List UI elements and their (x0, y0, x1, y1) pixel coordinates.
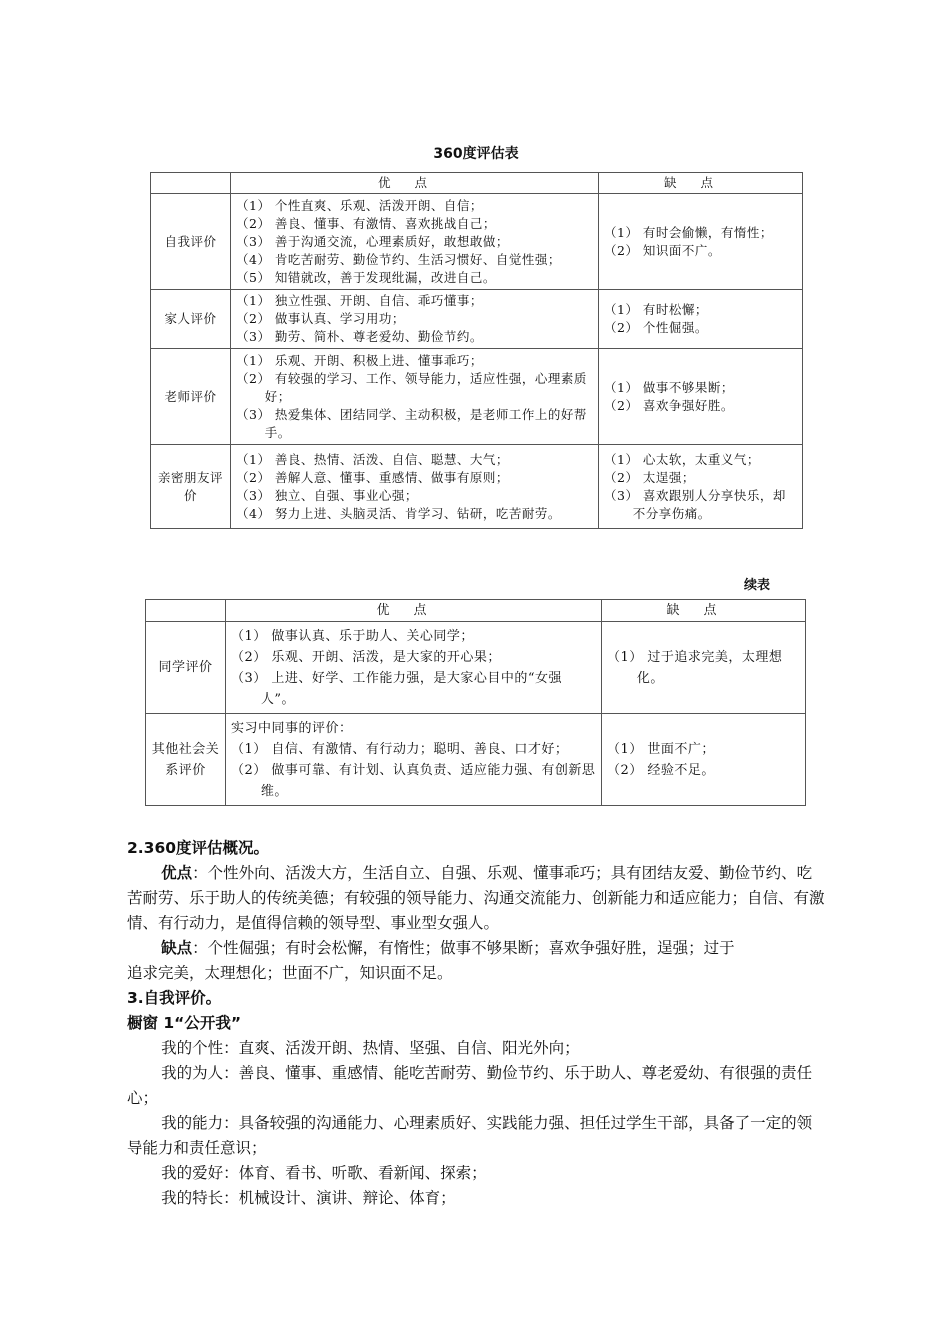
column-header-cons: 缺点 (599, 173, 803, 194)
list-item: （3） 勤劳、简朴、尊老爱幼、勤俭节约。 (236, 329, 483, 344)
list-item: （5） 知错就改，善于发现纰漏，改进自己。 (236, 269, 496, 285)
table1-caption: 360度评估表 (433, 146, 519, 162)
cons-label: 缺点 (161, 939, 193, 957)
row-label: 家人评价 (151, 290, 231, 349)
cons-cell (599, 194, 803, 290)
row-label: 老师评价 (151, 349, 231, 445)
table-row (146, 714, 806, 806)
pros-label: 优点 (161, 864, 193, 882)
list-item: （1） 乐观、开朗、积极上进、懂事乖巧； (236, 352, 483, 368)
list-item: 实习中同事的评价： (231, 720, 353, 736)
row-label: 同学评价 (146, 622, 226, 714)
list-item: （4） 肯吃苦耐劳、勤俭节约、生活习惯好、自觉性强； (236, 251, 561, 267)
column-header-cons: 缺点 (602, 600, 806, 622)
list-item: （1） 个性直爽、乐观、活泼开朗、自信； (236, 197, 483, 213)
section-2-title: 2.360度评估概况。 (127, 839, 270, 857)
window-title: 橱窗 1“公开我” (127, 1014, 242, 1032)
self-item: 我的个性：直爽、活泼开朗、热情、坚强、自信、阳光外向； (161, 1039, 580, 1057)
list-item: （2） 喜欢争强好胜。 (604, 397, 734, 413)
table-row (151, 349, 803, 445)
column-header-pros: 优点 (231, 173, 599, 194)
list-item: （2） 个性倔强。 (604, 320, 708, 335)
list-item: （2） 做事可靠、有计划、认真负责、适应能力强、有创新思维。 (231, 762, 596, 799)
evaluation-table (150, 172, 803, 529)
pros-cell (231, 445, 599, 529)
self-item: 我的爱好：体育、看书、听歌、看新闻、探索； (161, 1164, 487, 1182)
row-label: 其他社会关系评价 (146, 714, 226, 806)
column-header-empty (151, 173, 231, 194)
column-header-pros: 优点 (226, 600, 602, 622)
list-item: （3） 独立、自强、事业心强； (236, 487, 418, 503)
cons-cell (602, 714, 806, 806)
list-item: （1） 做事不够果断； (604, 379, 734, 395)
cons-text: ：个性倔强；有时会松懈，有惰性；做事不够果断；喜欢争强好胜，逞强；过于 (192, 939, 735, 957)
list-item: （3） 热爱集体、团结同学、主动积极，是老师工作上的好帮手。 (236, 406, 587, 440)
list-item: （2） 善解人意、懂事、重感情、做事有原则； (236, 469, 509, 485)
list-item: （1） 做事认真、乐于助人、关心同学； (231, 628, 474, 644)
cons-text-continued: 追求完美，太理想化；世面不广，知识面不足。 (127, 964, 453, 982)
list-item: （4） 努力上进、头脑灵活、肯学习、钻研，吃苦耐劳。 (236, 505, 561, 521)
cons-cell (599, 349, 803, 445)
pros-text: ：个性外向、活泼大方，生活自立、自强、乐观、懂事乖巧；具有团结友爱、勤俭节约、吃苦耐劳、乐于助人的传统美德；有较强的领导能力、沟通交流能力、创新能力和适应能力；自信、有激情、有行动力，是值得信赖的领导型、事业型女强人。 (127, 864, 825, 932)
cons-cell (599, 445, 803, 529)
cons-cell (602, 622, 806, 714)
self-item: 我的为人：善良、懂事、重感情、能吃苦耐劳、勤俭节约、乐于助人、尊老爱幼、有很强的责任心； (127, 1064, 813, 1107)
table-row (151, 194, 803, 290)
self-item: 我的特长：机械设计、演讲、辩论、体育； (161, 1189, 456, 1207)
pros-cell (226, 714, 602, 806)
list-item: （2） 乐观、开朗、活泼，是大家的开心果； (231, 649, 501, 665)
list-item: （2） 知识面不广。 (604, 242, 721, 258)
table-row (151, 445, 803, 529)
list-item: （2） 善良、懂事、有激情、喜欢挑战自己； (236, 215, 496, 231)
list-item: （2） 太逞强； (604, 469, 695, 485)
evaluation-table-continued (145, 599, 806, 806)
list-item: （1） 善良、热情、活泼、自信、聪慧、大气； (236, 451, 509, 467)
list-item: （1） 有时松懈； (604, 302, 708, 317)
table-header-row (151, 173, 803, 194)
table2-caption: 续表 (743, 578, 770, 593)
list-item: （3） 善于沟通交流，心理素质好，敢想敢做； (236, 233, 509, 249)
list-item: （1） 自信、有激情、有行动力；聪明、善良、口才好； (231, 741, 569, 757)
list-item: （1） 世面不广； (607, 741, 715, 757)
list-item: （2） 做事认真、学习用功； (236, 311, 405, 326)
cons-cell (599, 290, 803, 349)
table-header-row (146, 600, 806, 622)
pros-cell (231, 349, 599, 445)
cons-paragraph (127, 936, 827, 961)
pros-cell (231, 194, 599, 290)
list-item: （2） 经验不足。 (607, 762, 715, 778)
self-item: 我的能力：具备较强的沟通能力、心理素质好、实践能力强、担任过学生干部，具备了一定的领导能力和责任意识； (127, 1114, 813, 1157)
list-item: （1） 独立性强、开朗、自信、乖巧懂事； (236, 293, 483, 308)
section-3-title: 3.自我评价。 (127, 989, 222, 1007)
body-text (127, 836, 827, 1211)
list-item: （3） 上进、好学、工作能力强，是大家心目中的“女强人”。 (231, 670, 563, 707)
pros-paragraph (127, 861, 827, 936)
table-row (151, 290, 803, 349)
list-item: （3） 喜欢跟别人分享快乐，却不分享伤痛。 (604, 487, 786, 521)
column-header-empty (146, 600, 226, 622)
pros-cell (226, 622, 602, 714)
table-row (146, 622, 806, 714)
row-label: 亲密朋友评价 (151, 445, 231, 529)
list-item: （1） 过于追求完美，太理想化。 (607, 649, 783, 686)
list-item: （1） 心太软，太重义气； (604, 451, 760, 467)
row-label: 自我评价 (151, 194, 231, 290)
list-item: （2） 有较强的学习、工作、领导能力，适应性强，心理素质好； (236, 370, 587, 404)
pros-cell (231, 290, 599, 349)
list-item: （1） 有时会偷懒，有惰性； (604, 224, 773, 240)
